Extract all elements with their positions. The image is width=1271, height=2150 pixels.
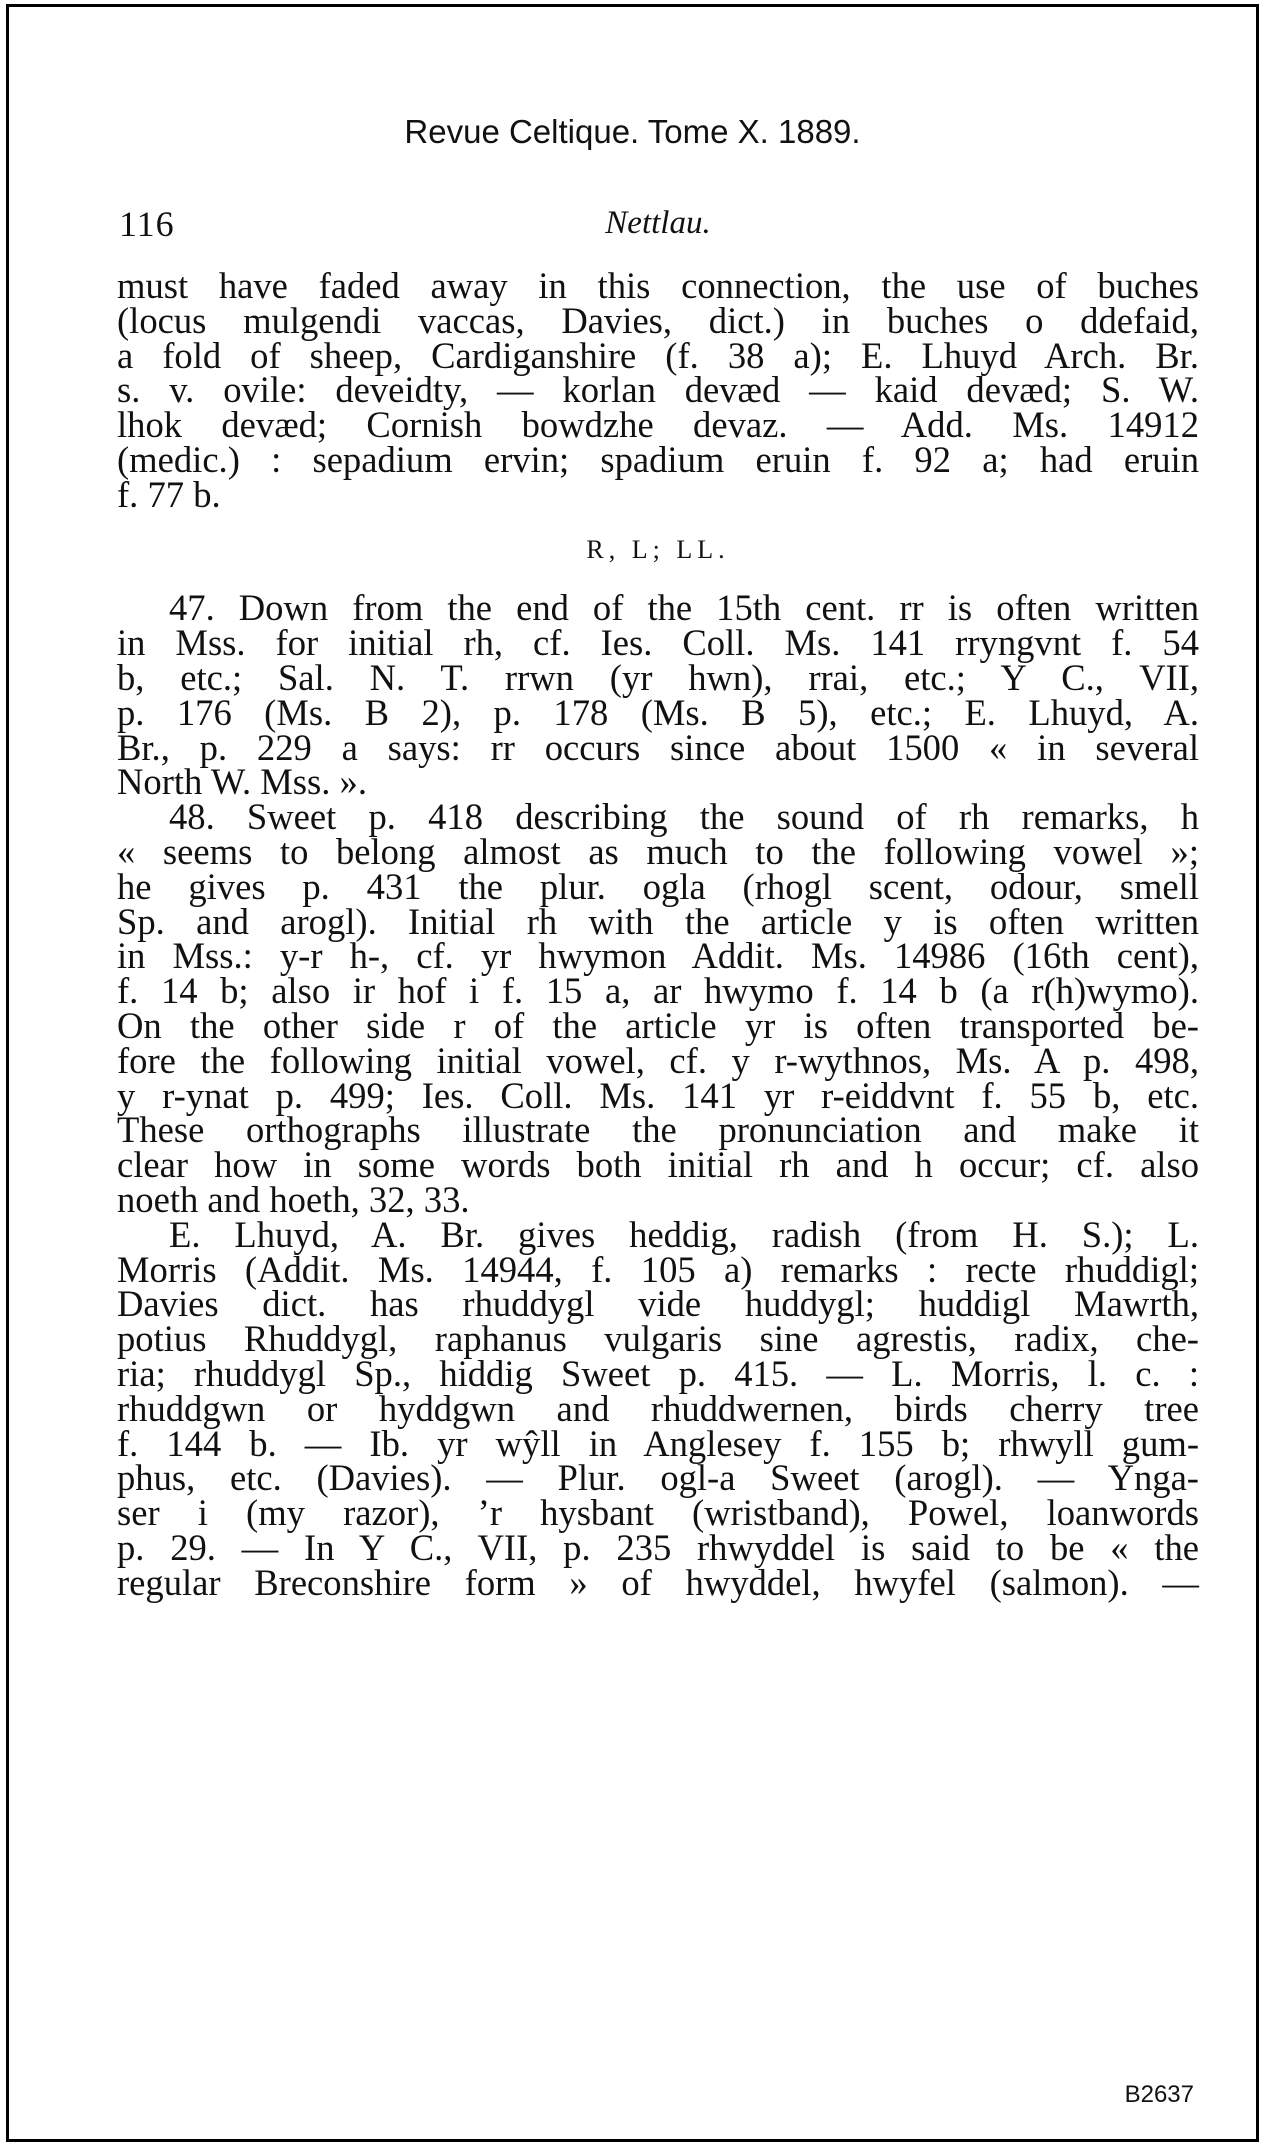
running-header (119, 203, 1197, 247)
page-number: 116 (119, 204, 175, 244)
section-heading: R, L; LL. (586, 534, 730, 564)
text-line: p. 29. — In Y C., VII, p. 235 rhwyddel is said to be « the (117, 1526, 1199, 1568)
text-line: s. v. ovile: deveidty, — korlan devæd — kaid devæd; S. W. (117, 369, 1199, 411)
page-frame (6, 4, 1259, 2142)
text-line: clear how in some words both initial rh and h occur; cf. also (117, 1144, 1199, 1186)
text-line: ser i (my razor), ’r hysbant (wristband), Powel, loanwords (117, 1492, 1199, 1534)
paragraph-47 (117, 587, 1199, 803)
text-line: must have faded away in this connection, the use of buches (117, 265, 1199, 306)
text-line: ria; rhuddygl Sp., hiddig Sweet p. 415. — L. Morris, l. c. : (117, 1352, 1199, 1394)
text-line: Sp. and arogl). Initial rh with the article y is often written (117, 900, 1199, 942)
paragraph-lhuyd (117, 1213, 1199, 1603)
text-line: y r-ynat p. 499; Ies. Coll. Ms. 141 yr r-eiddvnt f. 55 b, etc. (117, 1074, 1199, 1116)
text-line: These orthographs illustrate the pronunciation and make it (117, 1109, 1199, 1151)
text-line: phus, etc. (Davies). — Plur. ogl-a Sweet (arogl). — Yngа- (117, 1457, 1199, 1499)
source-citation: Revue Celtique. Tome X. 1889. (404, 113, 861, 150)
text-line: On the other side r of the article yr is often transported be- (117, 1004, 1199, 1046)
text-line: (medic.) : sepadium ervin; spadium eruin f. 92 a; had eruin (117, 438, 1199, 480)
text-line: rhuddgwn or hyddgwn and rhuddwernen, birds cherry tree (117, 1387, 1199, 1429)
text-line: potius Rhuddygl, raphanus vulgaris sine agrestis, radix, che- (117, 1318, 1199, 1360)
text-line: f. 144 b. — Ib. yr wŷll in Anglesey f. 155 b; rhwyll gum- (117, 1422, 1199, 1464)
text-line: North W. Mss. ». (117, 761, 367, 803)
text-line: he gives p. 431 the plur. ogla (rhogl scent, odour, smell (117, 865, 1199, 907)
text-line: p. 176 (Ms. B 2), p. 178 (Ms. B 5), etc.; E. Lhuyd, A. (117, 691, 1199, 733)
paragraph-continuation (117, 265, 1199, 515)
text-line: Br., p. 229 a says: rr occurs since about 1500 « in several (117, 726, 1199, 768)
text-line: regular Breconshire form » of hwyddel, hwyfel (salmon). — (117, 1561, 1199, 1603)
text-line: « seems to belong almost as much to the following vowel »; (117, 830, 1199, 872)
paragraph-48 (117, 796, 1199, 1220)
text-line: Morris (Addit. Ms. 14944, f. 105 a) remarks : recte rhuddigl; (117, 1248, 1199, 1290)
running-head-author: Nettlau. (605, 205, 711, 241)
text-line: in Mss. for initial rh, cf. Ies. Coll. Ms. 141 rryngvnt f. 54 (117, 622, 1199, 664)
text-line: (locus mulgendi vaccas, Davies, dict.) in buches o ddefaid, (117, 299, 1199, 341)
body-text (117, 265, 1199, 1603)
text-line: b, etc.; Sal. N. T. rrwn (yr hwn), rrai, etc.; Y C., VII, (117, 656, 1199, 698)
text-line: f. 14 b; also ir hof i f. 15 a, ar hwymo f. 14 b (a r(h)wymo). (117, 970, 1199, 1012)
text-line: 48. Sweet p. 418 describing the sound of rh remarks, h (169, 796, 1199, 838)
text-line: 47. Down from the end of the 15th cent. rr is often written (169, 587, 1199, 629)
text-line: f. 77 b. (117, 473, 221, 515)
text-line: lhok devæd; Cornish bowdzhe devaz. — Add. Ms. 14912 (117, 404, 1199, 446)
text-line: fore the following initial vowel, cf. y r-wythnos, Ms. A p. 498, (117, 1039, 1199, 1081)
text-line: E. Lhuyd, A. Br. gives heddig, radish (from H. S.); L. (169, 1213, 1199, 1255)
text-line: in Mss.: y-r h-, cf. yr hwymon Addit. Ms. 14986 (16th cent), (117, 935, 1199, 977)
barcode-label: B2637 (1124, 2081, 1194, 2108)
text-line: Davies dict. has rhuddygl vide huddygl; huddigl Mawrth, (117, 1283, 1199, 1325)
text-line: noeth and hoeth, 32, 33. (117, 1178, 470, 1220)
text-line: a fold of sheep, Cardiganshire (f. 38 a); E. Lhuyd Arch. Br. (117, 334, 1199, 376)
